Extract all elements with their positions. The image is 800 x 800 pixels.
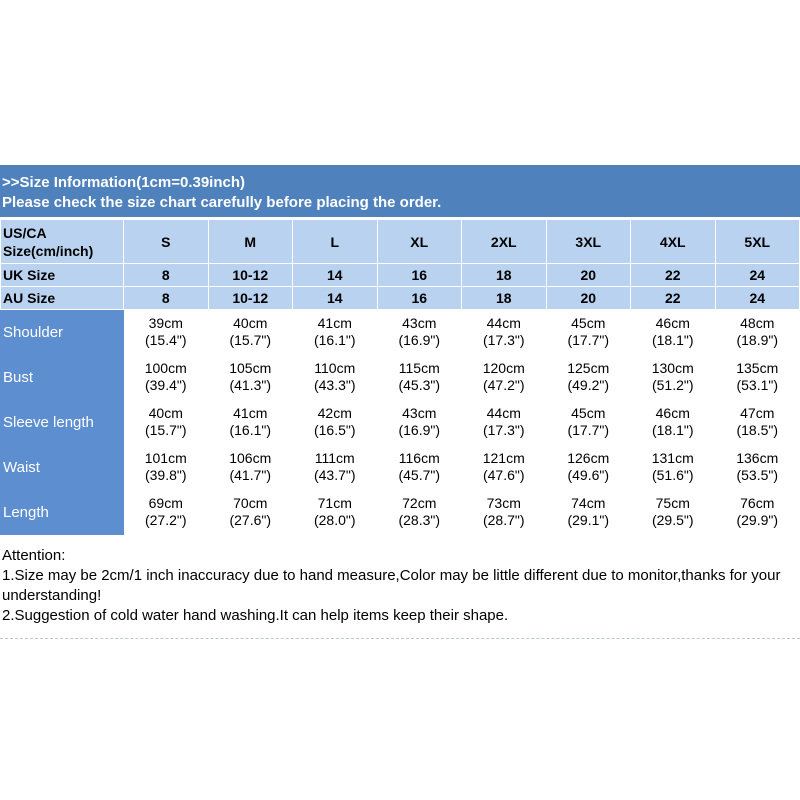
inch-value: (28.3") <box>398 512 441 528</box>
cm-value: 70cm <box>233 495 268 511</box>
measurement-cell <box>208 490 293 535</box>
au-size-cell: 8 <box>124 287 209 310</box>
inch-value: (17.3") <box>482 422 525 438</box>
measurement-cell <box>546 490 631 535</box>
cm-value: 41cm <box>233 405 268 421</box>
cm-value: 39cm <box>148 315 183 331</box>
us-size-label <box>1 220 124 264</box>
au-size-cell: 24 <box>715 287 800 310</box>
measurement-row <box>1 445 800 490</box>
inch-value: (41.3") <box>229 377 272 393</box>
cm-value: 43cm <box>402 405 437 421</box>
measurement-label: Sleeve length <box>1 400 124 445</box>
inch-value: (15.7") <box>229 332 272 348</box>
au-size-label: AU Size <box>1 287 124 310</box>
measurement-cell <box>462 355 547 400</box>
inch-value: (18.9") <box>736 332 779 348</box>
cm-value: 74cm <box>571 495 606 511</box>
measurement-cell <box>715 400 800 445</box>
attention-notes <box>2 546 798 626</box>
cm-value: 101cm <box>144 450 187 466</box>
cm-value: 47cm <box>740 405 775 421</box>
inch-value: (29.9") <box>736 512 779 528</box>
cm-value: 73cm <box>486 495 521 511</box>
inch-value: (49.6") <box>567 467 610 483</box>
us-size-label-line1: US/CA <box>3 224 47 241</box>
cm-value: 69cm <box>148 495 183 511</box>
uk-size-cell: 16 <box>377 264 462 287</box>
measurement-cell <box>377 445 462 490</box>
measurement-row <box>1 355 800 400</box>
attention-note-2: 2.Suggestion of cold water hand washing.It can help items keep their shape. <box>2 607 509 624</box>
cm-value: 136cm <box>736 450 779 466</box>
inch-value: (51.6") <box>651 467 694 483</box>
cm-value: 111cm <box>314 450 355 466</box>
inch-value: (16.5") <box>313 422 356 438</box>
us-size-row <box>1 220 800 264</box>
cm-value: 115cm <box>398 360 440 376</box>
measurement-cell <box>208 310 293 355</box>
cm-value: 105cm <box>229 360 272 376</box>
inch-value: (53.1") <box>736 377 779 393</box>
measurement-cell <box>377 400 462 445</box>
measurement-cell <box>377 355 462 400</box>
inch-value: (43.3") <box>313 377 356 393</box>
au-size-cell: 18 <box>462 287 547 310</box>
measurement-cell <box>124 490 209 535</box>
inch-value: (51.2") <box>651 377 694 393</box>
attention-note-1: 1.Size may be 2cm/1 inch inaccuracy due to hand measure,Color may be little different due to monitor,thanks for your understanding! <box>2 567 781 604</box>
inch-value: (17.7") <box>567 422 610 438</box>
uk-size-label: UK Size <box>1 264 124 287</box>
cm-value: 131cm <box>651 450 694 466</box>
cm-value: 75cm <box>655 495 690 511</box>
inch-value: (53.5") <box>736 467 779 483</box>
measurement-cell <box>293 400 378 445</box>
measurement-cell <box>715 355 800 400</box>
inch-value: (39.8") <box>144 467 187 483</box>
measurement-cell <box>124 355 209 400</box>
au-size-cell: 22 <box>631 287 716 310</box>
us-size-cell: XL <box>377 220 462 264</box>
inch-value: (15.4") <box>144 332 187 348</box>
us-size-cell: S <box>124 220 209 264</box>
uk-size-row <box>1 264 800 287</box>
cm-value: 42cm <box>317 405 352 421</box>
cm-value: 44cm <box>486 405 521 421</box>
inch-value: (17.3") <box>482 332 525 348</box>
us-size-cell: 4XL <box>631 220 716 264</box>
cm-value: 106cm <box>229 450 272 466</box>
cm-value: 120cm <box>482 360 525 376</box>
measurement-cell <box>546 400 631 445</box>
cm-value: 71cm <box>317 495 352 511</box>
us-size-cell: 2XL <box>462 220 547 264</box>
inch-value: (27.6") <box>229 512 272 528</box>
measurement-cell <box>462 445 547 490</box>
inch-value: (16.9") <box>398 332 441 348</box>
au-size-cell: 14 <box>293 287 378 310</box>
au-size-cell: 16 <box>377 287 462 310</box>
uk-size-cell: 24 <box>715 264 800 287</box>
measurement-cell <box>124 445 209 490</box>
measurement-cell <box>462 310 547 355</box>
measurement-cell <box>715 490 800 535</box>
size-info-title: >>Size Information(1cm=0.39inch) <box>2 174 245 191</box>
size-info-header <box>0 165 800 217</box>
measurement-cell <box>631 445 716 490</box>
inch-value: (29.5") <box>651 512 694 528</box>
uk-size-cell: 18 <box>462 264 547 287</box>
inch-value: (18.1") <box>651 422 694 438</box>
inch-value: (17.7") <box>567 332 610 348</box>
cm-value: 45cm <box>571 315 606 331</box>
measurement-cell <box>546 445 631 490</box>
inch-value: (27.2") <box>144 512 187 528</box>
us-size-cell: M <box>208 220 293 264</box>
cm-value: 130cm <box>651 360 694 376</box>
measurement-cell <box>631 400 716 445</box>
measurement-cell <box>293 355 378 400</box>
cm-value: 45cm <box>571 405 606 421</box>
uk-size-cell: 8 <box>124 264 209 287</box>
inch-value: (41.7") <box>229 467 272 483</box>
au-size-cell: 10-12 <box>208 287 293 310</box>
measurement-cell <box>124 400 209 445</box>
inch-value: (47.6") <box>482 467 525 483</box>
inch-value: (15.7") <box>144 422 187 438</box>
inch-value: (43.7") <box>313 467 356 483</box>
bottom-divider <box>0 638 800 639</box>
inch-value: (16.1") <box>229 422 272 438</box>
uk-size-cell: 14 <box>293 264 378 287</box>
uk-size-cell: 10-12 <box>208 264 293 287</box>
inch-value: (39.4") <box>144 377 187 393</box>
us-size-label-line2: Size(cm/inch) <box>3 242 94 259</box>
cm-value: 72cm <box>402 495 437 511</box>
measurement-label: Length <box>1 490 124 535</box>
measurement-cell <box>124 310 209 355</box>
cm-value: 46cm <box>655 405 690 421</box>
cm-value: 110cm <box>314 360 356 376</box>
size-chart-table <box>0 219 800 535</box>
uk-size-cell: 20 <box>546 264 631 287</box>
measurement-cell <box>546 355 631 400</box>
us-size-cell: L <box>293 220 378 264</box>
cm-value: 46cm <box>655 315 690 331</box>
measurement-cell <box>631 490 716 535</box>
measurement-cell <box>377 310 462 355</box>
cm-value: 40cm <box>148 405 183 421</box>
measurement-label: Waist <box>1 445 124 490</box>
measurement-cell <box>293 490 378 535</box>
inch-value: (18.5") <box>736 422 779 438</box>
attention-title: Attention: <box>2 547 66 564</box>
cm-value: 125cm <box>567 360 610 376</box>
measurement-cell <box>208 355 293 400</box>
cm-value: 40cm <box>233 315 268 331</box>
us-size-cell: 3XL <box>546 220 631 264</box>
cm-value: 43cm <box>402 315 437 331</box>
measurement-label: Shoulder <box>1 310 124 355</box>
cm-value: 135cm <box>736 360 779 376</box>
measurement-cell <box>462 400 547 445</box>
au-size-cell: 20 <box>546 287 631 310</box>
inch-value: (49.2") <box>567 377 610 393</box>
measurement-cell <box>293 445 378 490</box>
measurement-row <box>1 310 800 355</box>
cm-value: 121cm <box>482 450 525 466</box>
inch-value: (18.1") <box>651 332 694 348</box>
measurement-cell <box>631 310 716 355</box>
measurement-cell <box>293 310 378 355</box>
inch-value: (28.7") <box>482 512 525 528</box>
inch-value: (45.7") <box>398 467 441 483</box>
cm-value: 100cm <box>144 360 187 376</box>
cm-value: 126cm <box>567 450 610 466</box>
size-info-instruction: Please check the size chart carefully before placing the order. <box>2 194 442 211</box>
au-size-row <box>1 287 800 310</box>
uk-size-cell: 22 <box>631 264 716 287</box>
measurement-row <box>1 490 800 535</box>
cm-value: 41cm <box>317 315 352 331</box>
inch-value: (28.0") <box>313 512 356 528</box>
measurement-cell <box>631 355 716 400</box>
cm-value: 76cm <box>740 495 775 511</box>
us-size-cell: 5XL <box>715 220 800 264</box>
inch-value: (45.3") <box>398 377 441 393</box>
inch-value: (16.1") <box>313 332 356 348</box>
measurement-row <box>1 400 800 445</box>
measurement-cell <box>208 445 293 490</box>
cm-value: 44cm <box>486 315 521 331</box>
measurement-cell <box>208 400 293 445</box>
inch-value: (47.2") <box>482 377 525 393</box>
inch-value: (16.9") <box>398 422 441 438</box>
cm-value: 116cm <box>398 450 440 466</box>
cm-value: 48cm <box>740 315 775 331</box>
measurement-label: Bust <box>1 355 124 400</box>
measurement-cell <box>546 310 631 355</box>
inch-value: (29.1") <box>567 512 610 528</box>
measurement-cell <box>377 490 462 535</box>
measurement-cell <box>715 310 800 355</box>
measurement-cell <box>462 490 547 535</box>
measurement-cell <box>715 445 800 490</box>
